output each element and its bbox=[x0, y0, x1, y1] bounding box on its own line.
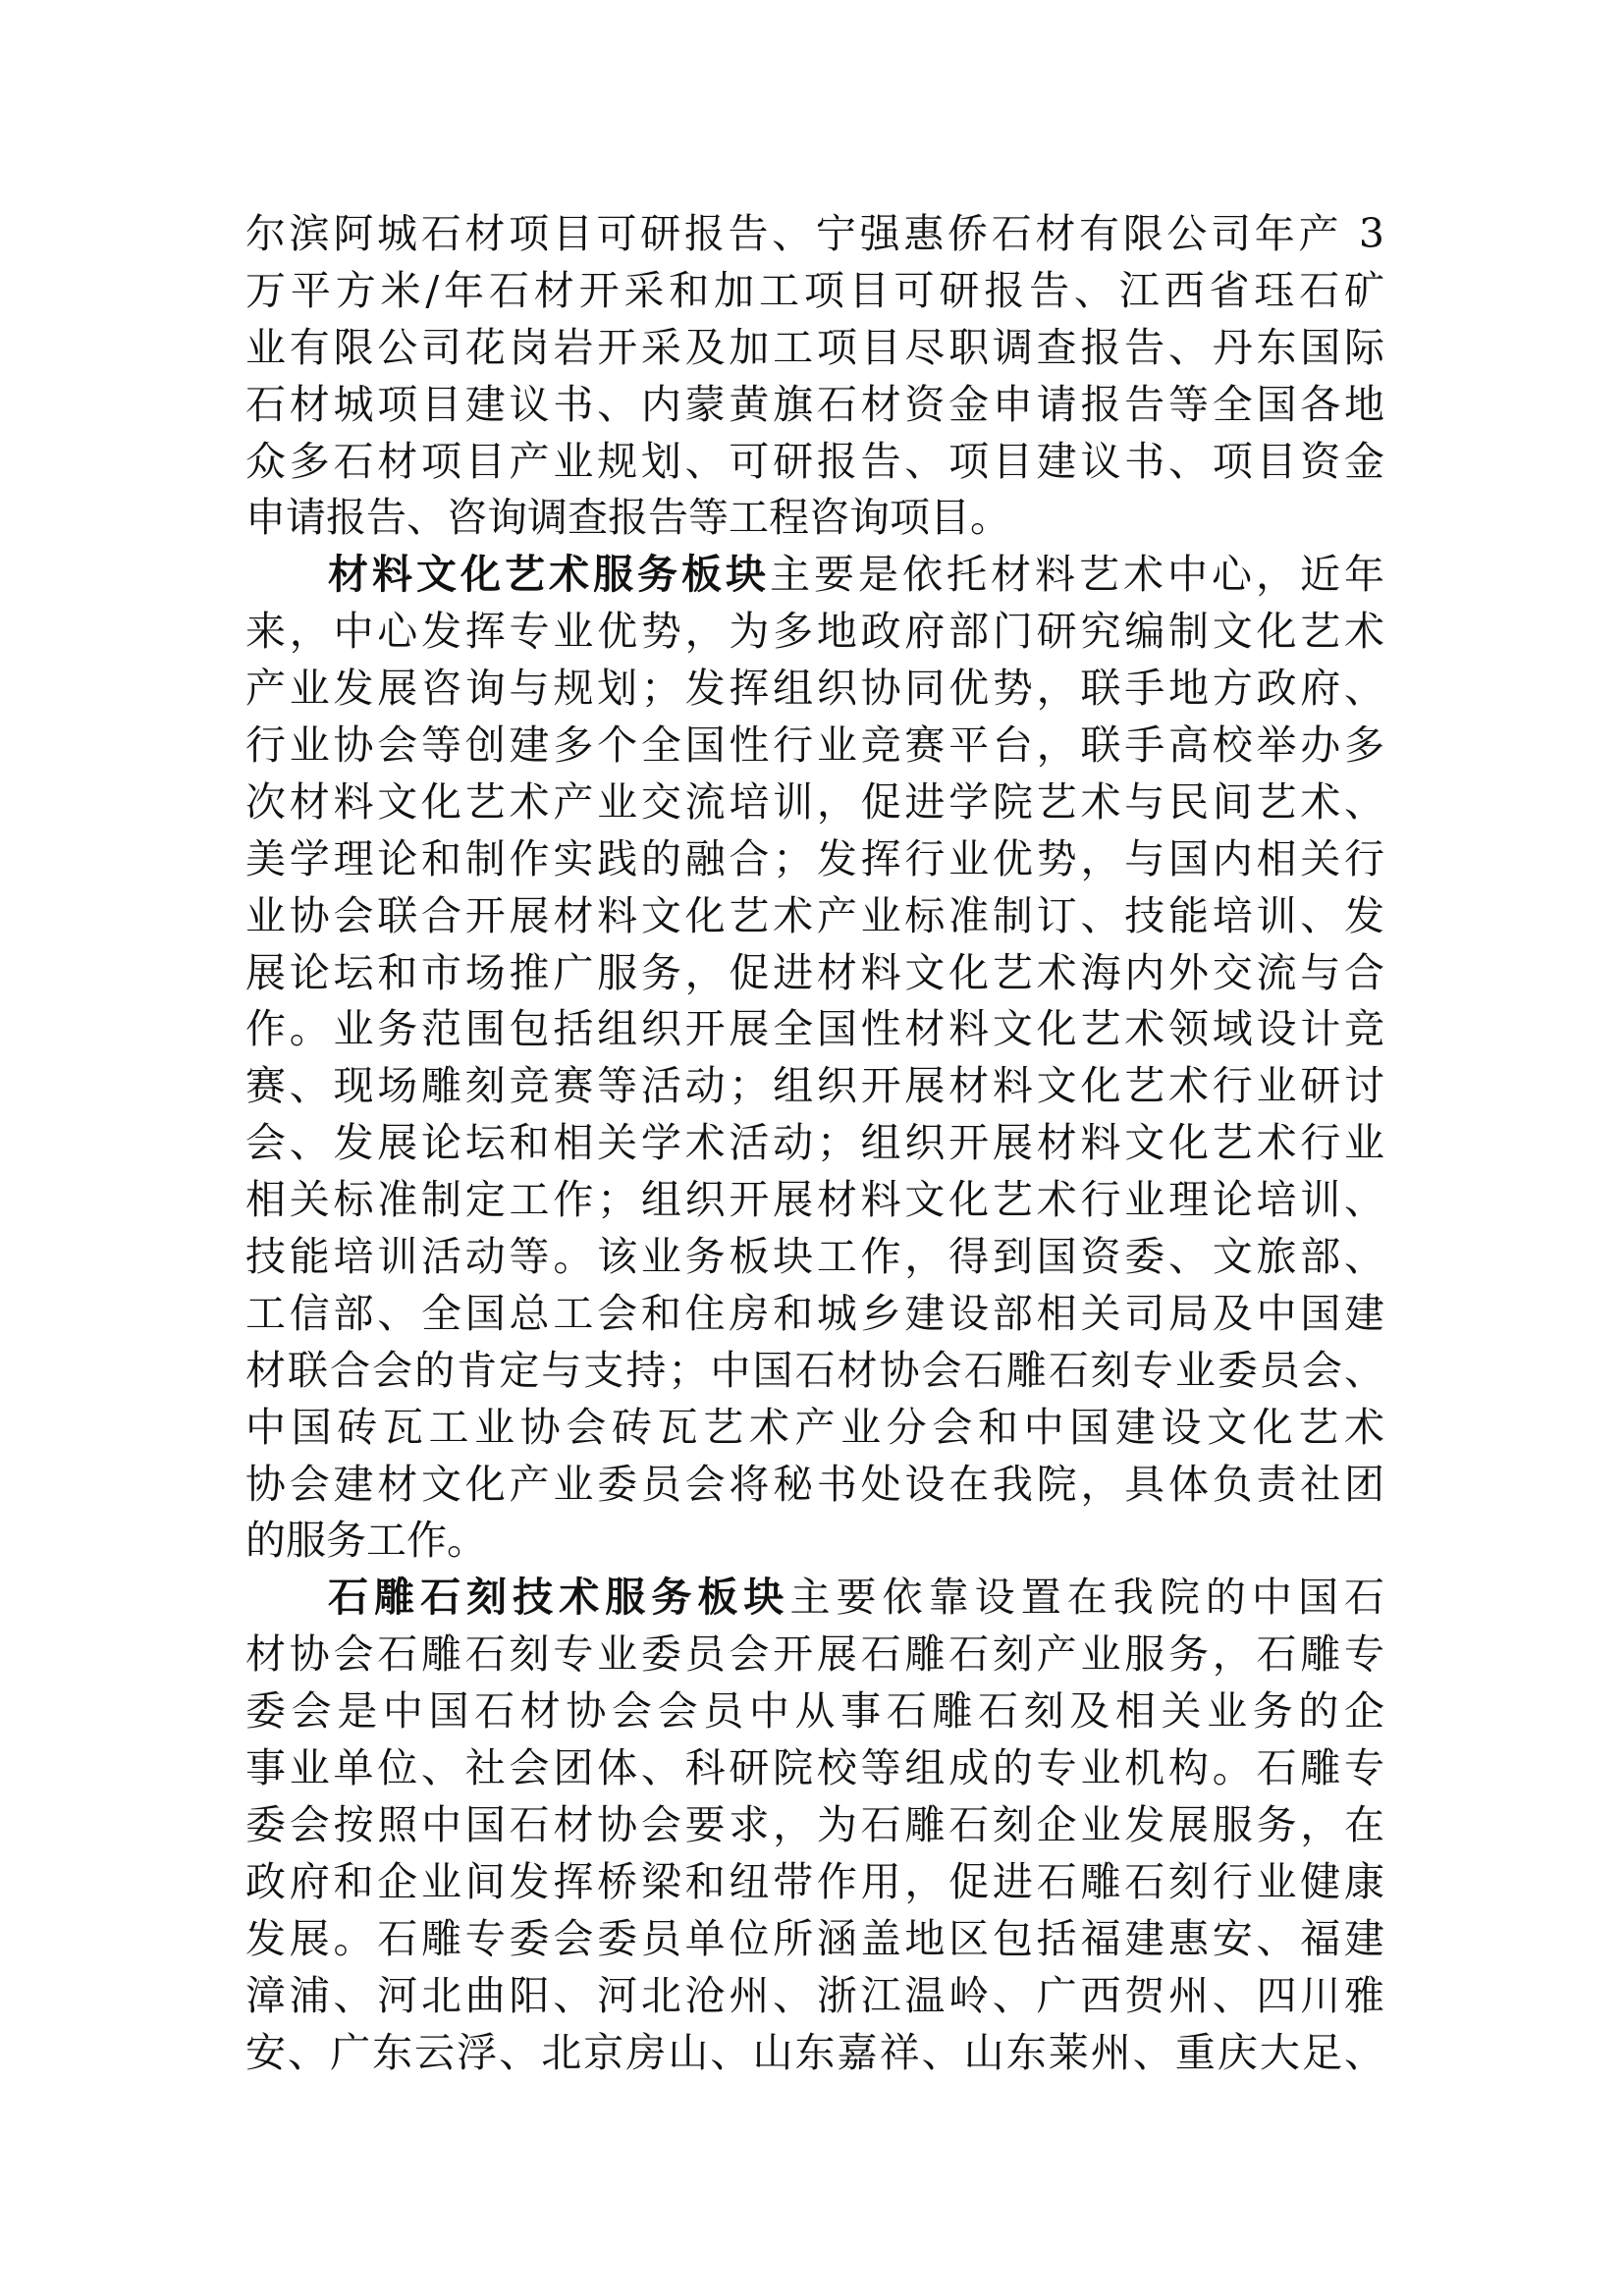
paragraph-stone-carving bbox=[245, 1570, 1384, 2081]
text-line: 工信部、全国总工会和住房和城乡建设部相关司局及中国建 bbox=[245, 1289, 1384, 1337]
text-line: 相关标准制定工作；组织开展材料文化艺术行业理论培训、 bbox=[245, 1176, 1384, 1224]
text-line: 尔滨阿城石材项目可研报告、宁强惠侨石材有限公司年产 3 bbox=[245, 210, 1384, 257]
text-line: 展论坛和市场推广服务，促进材料文化艺术海内外交流与合 bbox=[245, 948, 1384, 996]
section-heading: 石雕石刻技术服务板块 bbox=[328, 1574, 790, 1622]
text-line: 发展。石雕专委会委员单位所涵盖地区包括福建惠安、福建 bbox=[245, 1914, 1384, 1962]
text-line: 来，中心发挥专业优势，为多地政府部门研究编制文化艺术 bbox=[245, 608, 1384, 656]
document-body bbox=[245, 206, 1384, 2081]
text-line: 赛、现场雕刻竞赛等活动；组织开展材料文化艺术行业研讨 bbox=[245, 1062, 1384, 1110]
text-line-first bbox=[245, 547, 1384, 604]
text-run: 主要是依托材料艺术中心，近年 bbox=[770, 551, 1384, 599]
text-line: 协会建材文化产业委员会将秘书处设在我院，具体负责社团 bbox=[245, 1460, 1384, 1508]
text-line: 美学理论和制作实践的融合；发挥行业优势，与国内相关行 bbox=[245, 834, 1384, 882]
text-line: 事业单位、社会团体、科研院校等组成的专业机构。石雕专 bbox=[245, 1744, 1384, 1792]
text-line-first bbox=[245, 1570, 1384, 1627]
text-line: 万平方米/年石材开采和加工项目可研报告、江西省珏石矿 bbox=[245, 266, 1384, 314]
text-line: 的服务工作。 bbox=[245, 1517, 487, 1565]
text-line: 技能培训活动等。该业务板块工作，得到国资委、文旅部、 bbox=[245, 1233, 1384, 1281]
text-line: 申请报告、咨询调查报告等工程咨询项目。 bbox=[245, 494, 1010, 542]
text-line: 石材城项目建议书、内蒙黄旗石材资金申请报告等全国各地 bbox=[245, 380, 1384, 428]
text-line: 业协会联合开展材料文化艺术产业标准制订、技能培训、发 bbox=[245, 891, 1384, 939]
text-line: 漳浦、河北曲阳、河北沧州、浙江温岭、广西贺州、四川雅 bbox=[245, 1971, 1384, 2019]
text-line: 会、发展论坛和相关学术活动；组织开展材料文化艺术行业 bbox=[245, 1119, 1384, 1167]
text-line: 中国砖瓦工业协会砖瓦艺术产业分会和中国建设文化艺术 bbox=[245, 1403, 1384, 1451]
text-line: 行业协会等创建多个全国性行业竞赛平台，联手高校举办多 bbox=[245, 721, 1384, 770]
text-line: 政府和企业间发挥桥梁和纽带作用，促进石雕石刻行业健康 bbox=[245, 1857, 1384, 1905]
text-line: 产业发展咨询与规划；发挥组织协同优势，联手地方政府、 bbox=[245, 665, 1384, 713]
section-heading: 材料文化艺术服务板块 bbox=[328, 551, 770, 599]
paragraph-stone-projects bbox=[245, 206, 1384, 547]
text-line: 众多石材项目产业规划、可研报告、项目建议书、项目资金 bbox=[245, 437, 1384, 485]
text-line: 次材料文化艺术产业交流培训，促进学院艺术与民间艺术、 bbox=[245, 777, 1384, 826]
text-line: 作。业务范围包括组织开展全国性材料文化艺术领域设计竞 bbox=[245, 1005, 1384, 1053]
paragraph-material-culture-art bbox=[245, 547, 1384, 1570]
text-line: 安、广东云浮、北京房山、山东嘉祥、山东莱州、重庆大足、 bbox=[245, 2028, 1384, 2076]
text-line: 委会是中国石材协会会员中从事石雕石刻及相关业务的企 bbox=[245, 1687, 1384, 1735]
text-run: 主要依靠设置在我院的中国石 bbox=[789, 1574, 1385, 1622]
text-line: 业有限公司花岗岩开采及加工项目尽职调查报告、丹东国际 bbox=[245, 323, 1384, 371]
text-line: 委会按照中国石材协会要求，为石雕石刻企业发展服务，在 bbox=[245, 1800, 1384, 1848]
text-line: 材协会石雕石刻专业委员会开展石雕石刻产业服务，石雕专 bbox=[245, 1630, 1384, 1679]
text-line: 材联合会的肯定与支持；中国石材协会石雕石刻专业委员会、 bbox=[245, 1346, 1384, 1394]
